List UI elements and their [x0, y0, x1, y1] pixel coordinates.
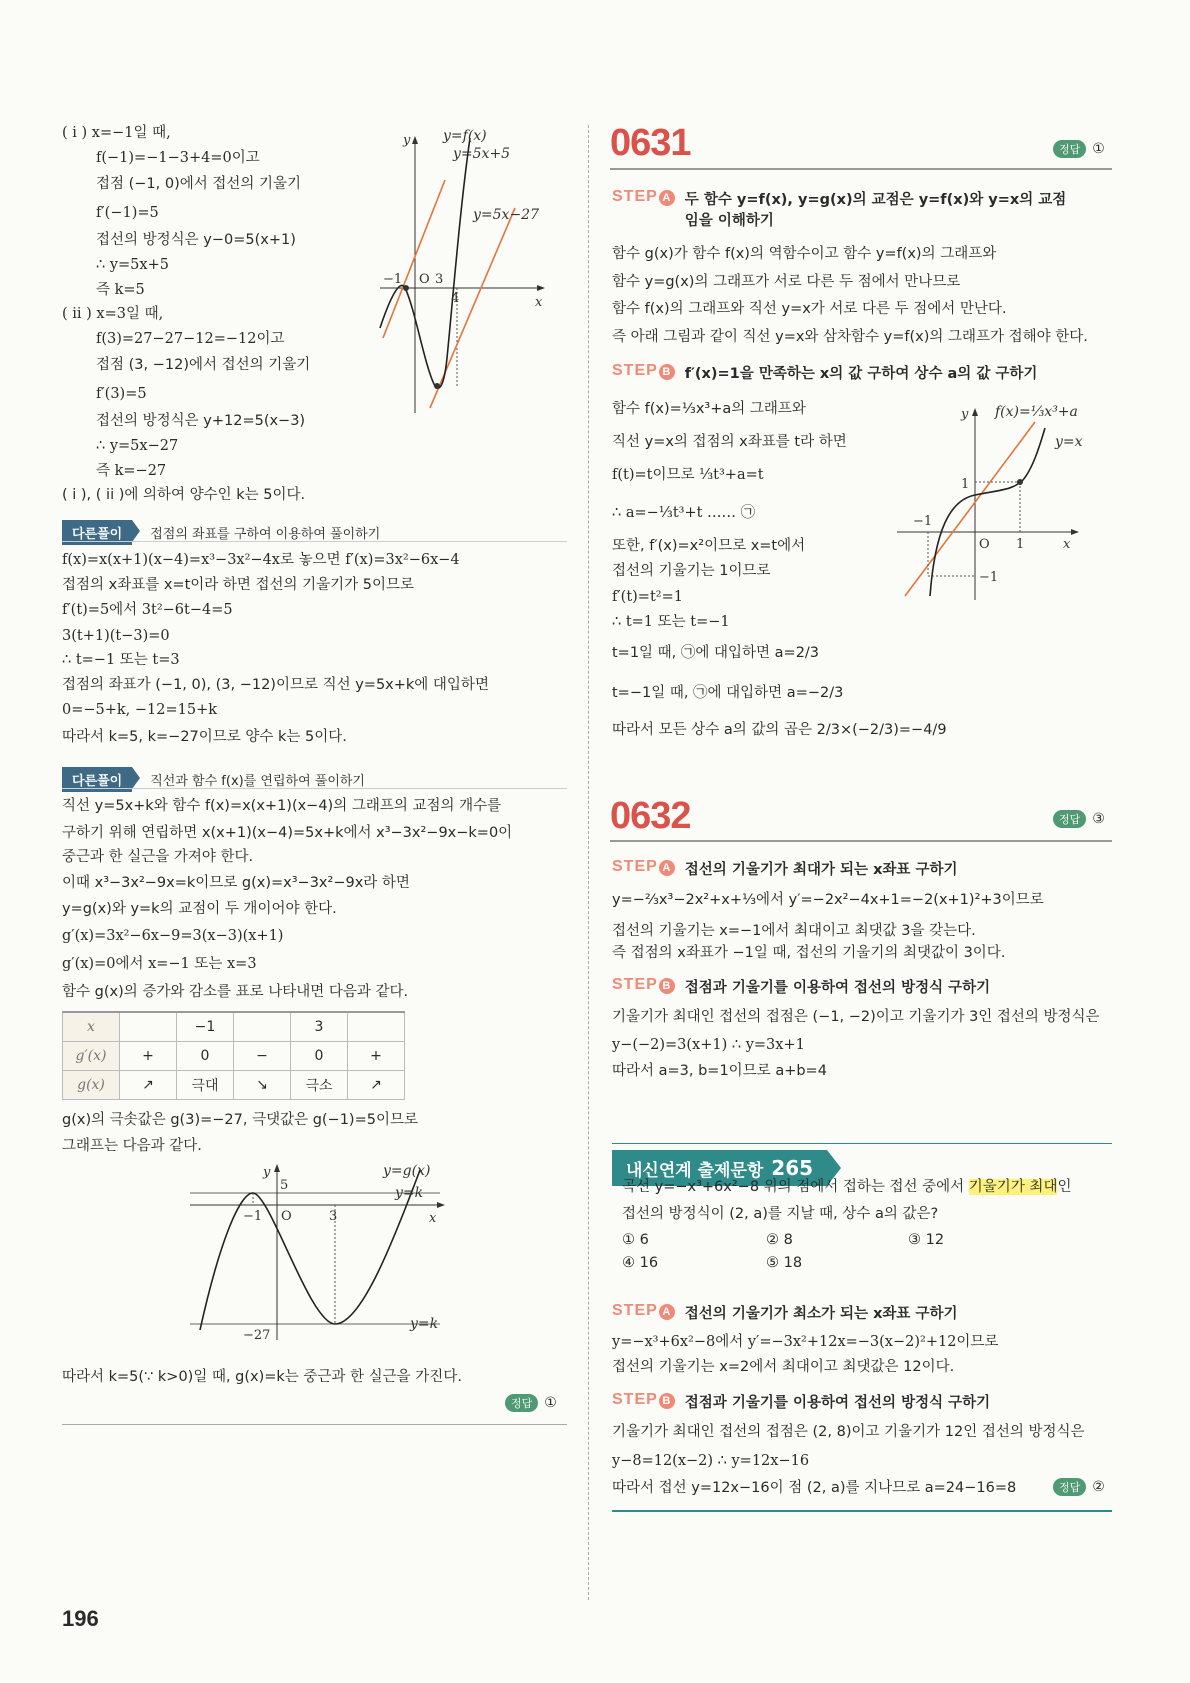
graph2-tick-0: O	[281, 1209, 292, 1224]
answer-value: ②	[1092, 1479, 1105, 1495]
step-title: 접점과 기울기를 이용하여 접선의 방정식 구하기	[684, 1395, 991, 1411]
alt2-line: 직선 y=5x+k와 함수 f(x)=x(x+1)(x−4)의 그래프의 교점의 개수를	[62, 798, 502, 814]
stepA-line: 함수 g(x)가 함수 f(x)의 역함수이고 함수 y=f(x)의 그래프와	[612, 246, 997, 262]
case2-line: 접선의 방정식은 y+12=5(x−3)	[96, 413, 306, 429]
case2-line: 접점 (3, −12)에서 접선의 기울기	[96, 357, 311, 373]
stepA-line: y=−x³+6x²−8에서 y′=−3x²+12x=−3(x−2)²+12이므로	[612, 1334, 999, 1350]
answer-badge: 정답	[1053, 140, 1086, 158]
case2-line: f′(3)=5	[96, 386, 147, 402]
stepB-line: 접선의 기울기는 1이므로	[612, 563, 771, 579]
stepB-line: 또한, f′(x)=x²이므로 x=t에서	[612, 538, 806, 554]
choice: ④ 16	[622, 1255, 659, 1271]
alt2-after-table: g(x)의 극솟값은 g(3)=−27, 극댓값은 g(−1)=5이므로	[62, 1112, 418, 1128]
graph1-tick-3: 3	[435, 272, 444, 287]
stepB-line: f′(t)=t²=1	[612, 589, 683, 605]
answer-value: ③	[1092, 811, 1105, 827]
step-title: f′(x)=1을 만족하는 x의 값 구하여 상수 a의 값 구하기	[684, 366, 1038, 382]
table-cell: x	[63, 1012, 120, 1042]
stepA-line: 접선의 기울기는 x=−1에서 최대이고 최댓값 3을 갖는다.	[612, 923, 976, 939]
graph-g	[185, 1160, 465, 1350]
table-cell: −1	[177, 1012, 234, 1042]
graph3-y-axis: y	[961, 407, 969, 422]
stepB-line: y−(−2)=3(x+1) ∴ y=3x+1	[612, 1037, 805, 1053]
graph1-tick-m1: −1	[383, 272, 403, 287]
left-answer	[505, 1394, 557, 1412]
alt2-after-table: 그래프는 다음과 같다.	[62, 1138, 202, 1154]
page-number: 196	[62, 1606, 99, 1631]
choice: ① 6	[622, 1232, 649, 1248]
stepA-line: 즉 접점의 x좌표가 −1일 때, 접선의 기울기의 최댓값이 3이다.	[612, 945, 1006, 961]
graph2-tick-m1: −1	[243, 1209, 263, 1224]
graph3-label-f: f(x)=⅓x³+a	[995, 404, 1078, 420]
graph3-tick-1x: 1	[1016, 537, 1025, 552]
alt2-line: g′(x)=3x²−6x−9=3(x−3)(x+1)	[62, 928, 284, 944]
graph1-tick-4: 4	[451, 291, 460, 306]
step-tag: STEP	[612, 188, 658, 205]
answer-value: ①	[544, 1395, 557, 1411]
alt1-rule	[62, 541, 567, 542]
left-bottom-rule	[62, 1424, 567, 1425]
table-cell: ↗	[120, 1071, 177, 1100]
answer-naesin	[1053, 1478, 1105, 1496]
step-b-0632	[612, 976, 990, 997]
step-a-naesin	[612, 1302, 958, 1323]
case1-line: f′(−1)=5	[96, 205, 159, 221]
alt1-line: f(x)=x(x+1)(x−4)=x³−3x²−4x로 놓으면 f′(x)=3x²−6x−4	[62, 552, 460, 568]
table-cell	[234, 1012, 291, 1042]
step-title: 두 함수 y=f(x), y=g(x)의 교점은 y=f(x)와 y=x의 교점	[684, 192, 1067, 208]
alt1-line: 접점의 좌표가 (−1, 0), (3, −12)이므로 직선 y=5x+k에 대입하면	[62, 677, 489, 693]
stepA-line: 함수 y=g(x)의 그래프가 서로 다른 두 점에서 만나므로	[612, 274, 961, 290]
alt1-line: 접점의 x좌표를 x=t이라 하면 접선의 기울기가 5이므로	[62, 577, 415, 593]
stepB-line: y−8=12(x−2) ∴ y=12x−16	[612, 1453, 810, 1469]
alt1-line: 따라서 k=5, k=−27이므로 양수 k는 5이다.	[62, 729, 347, 745]
table-cell: ↗	[348, 1071, 405, 1100]
conclusion: ( i ), ( ii )에 의하여 양수인 k는 5이다.	[62, 487, 306, 503]
step-title: 접선의 기울기가 최대가 되는 x좌표 구하기	[684, 862, 958, 878]
problem-number: 0632	[610, 795, 691, 837]
case1-line: ( i ) x=−1일 때,	[62, 125, 171, 141]
case1-line: 접점 (−1, 0)에서 접선의 기울기	[96, 176, 302, 192]
graph1-tick-0: O	[419, 272, 430, 287]
step-letter: B	[659, 1393, 675, 1409]
alt1-title: 접점의 좌표를 구하여 이용하여 풀이하기	[150, 527, 381, 542]
alt1-line: 0=−5+k, −12=15+k	[62, 702, 218, 718]
graph3-label-l: y=x	[1055, 434, 1083, 450]
stepA-line: 함수 f(x)의 그래프와 직선 y=x가 서로 다른 두 점에서 만난다.	[612, 301, 1007, 317]
answer-badge: 정답	[1053, 1478, 1086, 1496]
alt2-rule	[62, 788, 567, 789]
table-cell	[120, 1012, 177, 1042]
alt1-line: 3(t+1)(t−3)=0	[62, 628, 170, 644]
choice: ⑤ 18	[766, 1255, 803, 1271]
step-letter: A	[659, 1304, 675, 1320]
stepB-line: ∴ a=−⅓t³+t …… ㉠	[612, 505, 756, 521]
sign-table	[62, 1011, 405, 1100]
step-a-0632	[612, 858, 958, 879]
case2-line: ∴ y=5x−27	[96, 438, 179, 454]
naesin-rule	[612, 1143, 1112, 1144]
alt2-line: 구하기 위해 연립하면 x(x+1)(x−4)=5x+k에서 x³−3x²−9x−k=0이	[62, 825, 513, 841]
naesin-bottom-rule	[612, 1510, 1112, 1512]
stepB-line: 직선 y=x의 접점의 x좌표를 t라 하면	[612, 434, 847, 450]
alt2-line: 중근과 한 실근을 가져야 한다.	[62, 849, 254, 865]
naesin-title: 내신연계 출제문항	[626, 1160, 764, 1181]
step-letter: B	[659, 978, 675, 994]
alt2-title: 직선과 함수 f(x)를 연립하여 풀이하기	[150, 774, 365, 789]
step-title: 임을 이해하기	[684, 213, 774, 229]
graph2-tick-5: 5	[280, 1178, 289, 1193]
graph-f-cubic	[895, 400, 1110, 610]
table-cell: +	[120, 1042, 177, 1071]
alt2-line: y=g(x)와 y=k의 교점이 두 개이어야 한다.	[62, 901, 337, 917]
answer-value: ①	[1092, 141, 1105, 157]
answer-badge: 정답	[1053, 810, 1086, 828]
step-title: 접점과 기울기를 이용하여 접선의 방정식 구하기	[684, 980, 991, 996]
table-cell: −	[234, 1042, 291, 1071]
graph3-tick-0: O	[979, 537, 990, 552]
stepB-line: f(t)=t이므로 ⅓t³+a=t	[612, 467, 764, 483]
alt2-badge: 다른풀이	[62, 767, 132, 792]
choice: ② 8	[766, 1232, 793, 1248]
naesin-number: 265	[771, 1156, 814, 1180]
graph1-label-l2: y=5x−27	[473, 207, 539, 223]
graph1-y-axis: y	[403, 133, 411, 148]
step-letter: A	[659, 190, 675, 206]
table-cell: 0	[177, 1042, 234, 1071]
graph3-x-axis: x	[1063, 537, 1071, 552]
stepB-line: 기울기가 최대인 접선의 접점은 (−1, −2)이고 기울기가 3인 접선의 방정식은	[612, 1009, 1100, 1025]
q-highlight: 기울기가 최대	[968, 1179, 1058, 1195]
graph2-label-k1: y=k	[395, 1185, 424, 1201]
stepA-line: 즉 아래 그림과 같이 직선 y=x와 삼차함수 y=f(x)의 그래프가 접해야 한다.	[612, 329, 1088, 345]
step-tag: STEP	[612, 858, 658, 875]
alt2-line: 함수 g(x)의 증가와 감소를 표로 나타내면 다음과 같다.	[62, 984, 409, 1000]
step-a-0631	[612, 188, 1066, 230]
step-letter: A	[659, 860, 675, 876]
stepB-line: 기울기가 최대인 접선의 접점은 (2, 8)이고 기울기가 12인 접선의 방정식은	[612, 1424, 1085, 1440]
alt2-final: 따라서 k=5(∵ k>0)일 때, g(x)=k는 중근과 한 실근을 가진다.	[62, 1369, 462, 1385]
q-text: 곡선 y=−x³+6x²−8 위의 점에서 접하는 접선 중에서	[622, 1179, 969, 1195]
table-cell	[348, 1012, 405, 1042]
answer-0632	[1053, 810, 1105, 828]
table-cell: 극소	[291, 1071, 348, 1100]
case1-line: 접선의 방정식은 y−0=5(x+1)	[96, 232, 296, 248]
stepB-line: 따라서 모든 상수 a의 값의 곱은 2/3×(−2/3)=−4/9	[612, 722, 947, 738]
graph3-tick-1y: 1	[961, 477, 970, 492]
table-cell: ↘	[234, 1071, 291, 1100]
alt1-line: ∴ t=−1 또는 t=3	[62, 652, 180, 668]
graph3-tick-m1y: −1	[979, 570, 999, 585]
step-letter: B	[659, 364, 675, 380]
graph2-label-g: y=g(x)	[383, 1163, 431, 1179]
table-cell: g(x)	[63, 1071, 120, 1100]
step-b-0631	[612, 362, 1037, 383]
step-b-naesin	[612, 1391, 990, 1412]
graph1-label-l1: y=5x+5	[453, 146, 511, 162]
problem-number: 0631	[610, 122, 691, 164]
graph2-x-axis: x	[429, 1211, 437, 1226]
stepA-line: y=−⅔x³−2x²+x+⅓에서 y′=−2x²−4x+1=−2(x+1)²+3이므로	[612, 892, 1044, 908]
alt1-badge: 다른풀이	[62, 520, 132, 545]
case2-line: 즉 k=−27	[96, 463, 167, 479]
stepB-line: 따라서 a=3, b=1이므로 a+b=4	[612, 1063, 827, 1079]
stepB-line: 따라서 접선 y=12x−16이 점 (2, a)를 지나므로 a=24−16=8	[612, 1480, 1017, 1496]
graph1-x-axis: x	[535, 295, 543, 310]
graph2-tick-3: 3	[329, 1209, 338, 1224]
alt1-line: f′(t)=5에서 3t²−6t−4=5	[62, 602, 233, 618]
stepA-line: 접선의 기울기는 x=2에서 최대이고 최댓값은 12이다.	[612, 1359, 955, 1375]
stepB-line: ∴ t=1 또는 t=−1	[612, 614, 730, 630]
graph2-label-k2: y=k	[410, 1316, 439, 1332]
table-cell: g′(x)	[63, 1042, 120, 1071]
case2-line: f(3)=27−27−12=−12이고	[96, 331, 285, 347]
step-tag: STEP	[612, 362, 658, 379]
graph1-label-f: y=f(x)	[443, 128, 487, 144]
q-text: 인	[1057, 1179, 1072, 1195]
step-title: 접선의 기울기가 최소가 되는 x좌표 구하기	[684, 1306, 958, 1322]
table-cell: 0	[291, 1042, 348, 1071]
problem-rule	[610, 168, 1112, 170]
step-tag: STEP	[612, 1302, 658, 1319]
alt2-line: 이때 x³−3x²−9x=k이므로 g(x)=x³−3x²−9x라 하면	[62, 875, 410, 891]
graph-f-tangents	[375, 128, 565, 418]
case1-line: f(−1)=−1−3+4=0이고	[96, 150, 260, 166]
case2-line: ( ii ) x=3일 때,	[62, 306, 164, 322]
step-tag: STEP	[612, 976, 658, 993]
graph2-y-axis: y	[263, 1165, 271, 1180]
answer-badge: 정답	[505, 1394, 538, 1412]
table-cell: +	[348, 1042, 405, 1071]
problem-rule	[610, 840, 1112, 842]
stepB-line: 함수 f(x)=⅓x³+a의 그래프와	[612, 401, 806, 417]
graph3-tick-m1x: −1	[913, 514, 933, 529]
alt2-line: g′(x)=0에서 x=−1 또는 x=3	[62, 956, 257, 972]
table-cell: 극대	[177, 1071, 234, 1100]
naesin-question-1	[622, 1178, 1071, 1196]
graph2-tick-m27: −27	[243, 1328, 271, 1343]
answer-0631	[1053, 140, 1105, 158]
step-tag: STEP	[612, 1391, 658, 1408]
stepB-line: t=−1일 때, ㉠에 대입하면 a=−2/3	[612, 685, 844, 701]
case1-line: 즉 k=5	[96, 282, 145, 298]
table-cell: 3	[291, 1012, 348, 1042]
choice: ③ 12	[908, 1232, 945, 1248]
naesin-question-2: 접선의 방정식이 (2, a)를 지날 때, 상수 a의 값은?	[622, 1206, 939, 1222]
stepB-line: t=1일 때, ㉠에 대입하면 a=2/3	[612, 645, 820, 661]
case1-line: ∴ y=5x+5	[96, 257, 169, 273]
column-divider	[588, 125, 589, 1600]
